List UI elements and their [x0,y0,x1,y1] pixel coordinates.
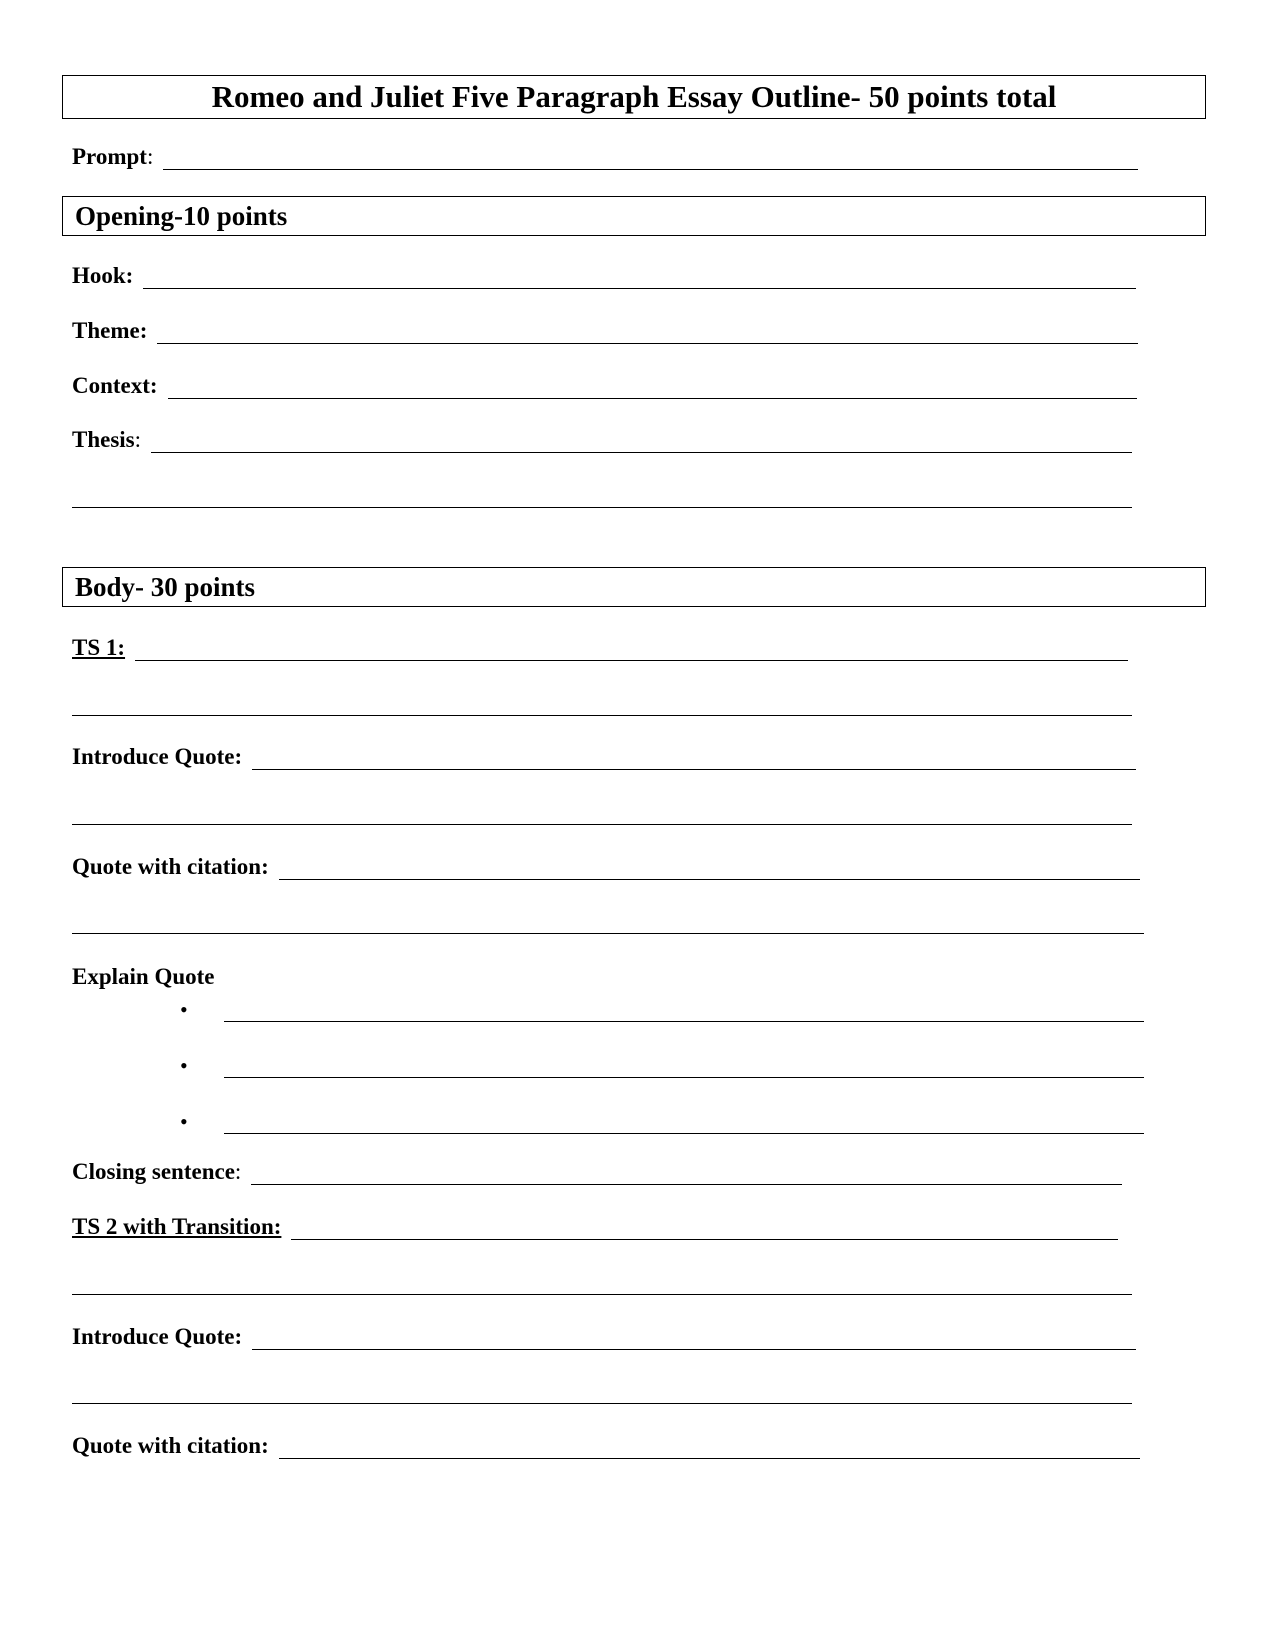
explain-bullet-1-blank[interactable] [224,997,1144,1022]
introduce-quote-1-blank[interactable] [252,745,1136,770]
bullet-icon: • [180,997,188,1022]
theme-label: Theme: [72,318,148,343]
hook-row [72,259,1136,289]
explain-bullet-2-blank[interactable] [224,1053,1144,1078]
quote-citation-1-blank[interactable] [279,855,1140,880]
ts1-label: TS 1: [72,635,126,660]
context-label: Context: [72,373,158,398]
thesis-continuation-row [72,478,1132,508]
ts2-row [72,1210,1118,1240]
quote-citation-1-label: Quote with citation: [72,854,269,879]
closing-sentence-blank[interactable] [251,1160,1122,1185]
introduce-quote-2-continuation-blank[interactable] [72,1379,1132,1404]
hook-blank[interactable] [143,264,1136,289]
ts2-continuation-blank[interactable] [72,1270,1132,1295]
body-heading: Body- 30 points [75,572,256,602]
explain-bullet-3-row [180,1104,1144,1134]
worksheet-title: Romeo and Juliet Five Paragraph Essay Outline- 50 points total [211,79,1057,114]
explain-bullet-3-blank[interactable] [224,1109,1144,1134]
quote-citation-2-blank[interactable] [279,1434,1140,1459]
prompt-label: Prompt: [72,144,154,169]
explain-bullet-1-row [180,992,1144,1022]
introduce-quote-2-blank[interactable] [252,1325,1136,1350]
ts1-row [72,631,1128,661]
ts1-blank[interactable] [135,636,1128,661]
ts1-continuation-blank[interactable] [72,691,1132,716]
ts2-label: TS 2 with Transition: [72,1214,282,1239]
opening-section-header [62,196,1206,236]
hook-label: Hook: [72,263,134,288]
explain-bullet-2-row [180,1048,1144,1078]
worksheet-title-box [62,75,1206,119]
prompt-row [72,140,1138,170]
bullet-icon: • [180,1109,188,1134]
thesis-blank[interactable] [151,428,1132,453]
quote-citation-1-row [72,850,1140,880]
introduce-quote-1-row [72,740,1136,770]
explain-quote-label: Explain Quote [72,964,215,989]
theme-blank[interactable] [157,319,1138,344]
quote-citation-1-continuation-blank[interactable] [72,909,1144,934]
quote-citation-1-continuation-row [72,904,1144,934]
bullet-icon: • [180,1053,188,1078]
ts2-blank[interactable] [291,1215,1118,1240]
context-row [72,369,1137,399]
opening-heading: Opening-10 points [75,201,288,231]
thesis-row [72,423,1132,453]
ts1-continuation-row [72,686,1132,716]
explain-quote-row [72,960,215,990]
introduce-quote-2-continuation-row [72,1374,1132,1404]
introduce-quote-2-row [72,1320,1136,1350]
introduce-quote-2-label: Introduce Quote: [72,1324,243,1349]
context-blank[interactable] [168,374,1137,399]
introduce-quote-1-continuation-row [72,795,1132,825]
thesis-continuation-blank[interactable] [72,483,1132,508]
quote-citation-2-label: Quote with citation: [72,1433,269,1458]
closing-sentence-label: Closing sentence: [72,1159,242,1184]
prompt-blank[interactable] [163,145,1138,170]
thesis-label: Thesis: [72,427,142,452]
introduce-quote-1-label: Introduce Quote: [72,744,243,769]
introduce-quote-1-continuation-blank[interactable] [72,800,1132,825]
theme-row [72,314,1138,344]
ts2-continuation-row [72,1265,1132,1295]
quote-citation-2-row [72,1429,1140,1459]
closing-sentence-row [72,1155,1122,1185]
body-section-header [62,567,1206,607]
